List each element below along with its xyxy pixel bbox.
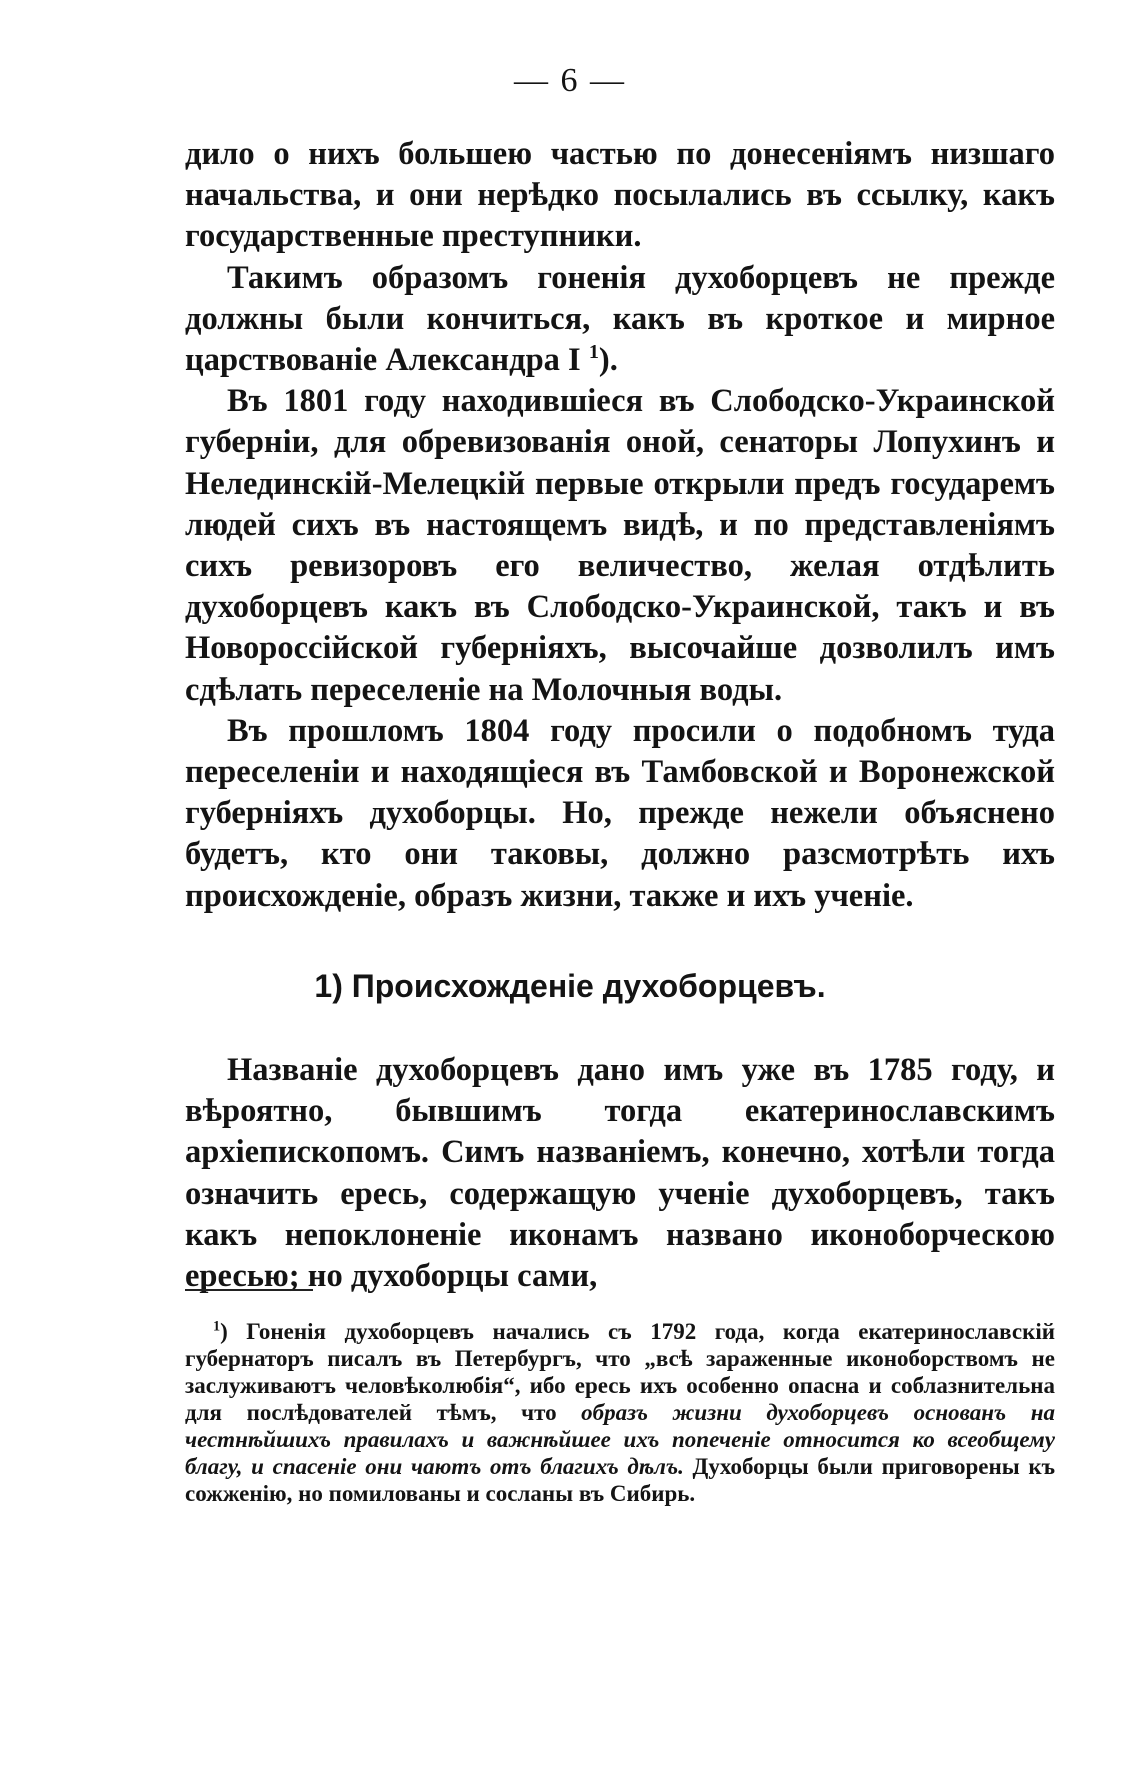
- section-heading: 1) Происхожденіе духоборцевъ.: [314, 968, 826, 1004]
- footnote-text-end: Духоборцы были приговорены къ сожженію, но помилованы и сосланы въ Сибирь.: [185, 1454, 1055, 1506]
- main-text-upper: [185, 134, 1055, 917]
- page-number: — 6 —: [514, 62, 626, 99]
- footnote: [185, 1318, 1055, 1507]
- paragraph-origin: Названіе духоборцевъ дано имъ уже въ 1785 году, и вѣроятно, бывшимъ тогда екатеринославскимъ архіепископомъ. Симъ названіемъ, конечно, хотѣли тогда означить ересь, содержащую ученіе духоборцевъ, такъ какъ непоклоненіе иконамъ названо иконоборческою ересью; но духоборцы сами,: [185, 1052, 1055, 1295]
- footnote-text-start: ) Гоненія духоборцевъ начались съ 1792 года, когда екатеринославскій губернаторъ писалъ въ Петербургъ, что „всѣ зараженные иконоборствомъ не заслуживаютъ человѣколюбія“, ибо ересь ихъ особенно опасна и соблазнительна для послѣдователей тѣмъ, что: [185, 1319, 1055, 1425]
- paragraph-continuation: дило о нихъ большею частью по донесеніямъ низшаго начальства, и они нерѣдко посылались въ ссылку, какъ государственные преступники.: [185, 136, 1055, 255]
- footnote-italic-quote: образъ жизни духоборцевъ основанъ на честнѣйшихъ правилахъ и важнѣйшее ихъ попеченіе относится ко всеобщему благу, и спасеніе они чаютъ отъ благихъ дѣлъ.: [185, 1400, 1055, 1479]
- paragraph-text: Такимъ образомъ гоненія духоборцевъ не прежде должны были кончиться, какъ въ кроткое и мирное царствованіе Александра I: [185, 259, 1055, 379]
- footnote-divider: [185, 1289, 313, 1291]
- paragraph-1801: Въ 1801 году находившіеся въ Слободско-Украинской губерніи, для обревизованія оной, сенаторы Лопухинъ и Нелединскій-Мелецкій первые открыли предъ государемъ людей сихъ въ настоящемъ видѣ, и по представленіямъ сихъ ревизоровъ его величество, желая отдѣлить духоборцевъ какъ въ Слободско-Украинской, такъ и въ Новороссійской губерніяхъ, высочайше дозволилъ имъ сдѣлать переселеніе на Молочныя воды.: [185, 383, 1055, 708]
- main-text-lower: [185, 1050, 1055, 1297]
- footnote-marker: 1: [213, 1318, 221, 1335]
- paragraph-1804: Въ прошломъ 1804 году просили о подобномъ туда переселеніи и находящіеся въ Тамбовской и Воронежской губерніяхъ духоборцы. Но, прежде нежели объяснено будетъ, кто они таковы, должно разсмотрѣть ихъ происхожденіе, образъ жизни, также и ихъ ученіе.: [185, 712, 1055, 914]
- paragraph-persecution-end: [185, 258, 1055, 382]
- paragraph-text-end: ).: [598, 342, 618, 379]
- footnote-reference: 1: [588, 341, 599, 364]
